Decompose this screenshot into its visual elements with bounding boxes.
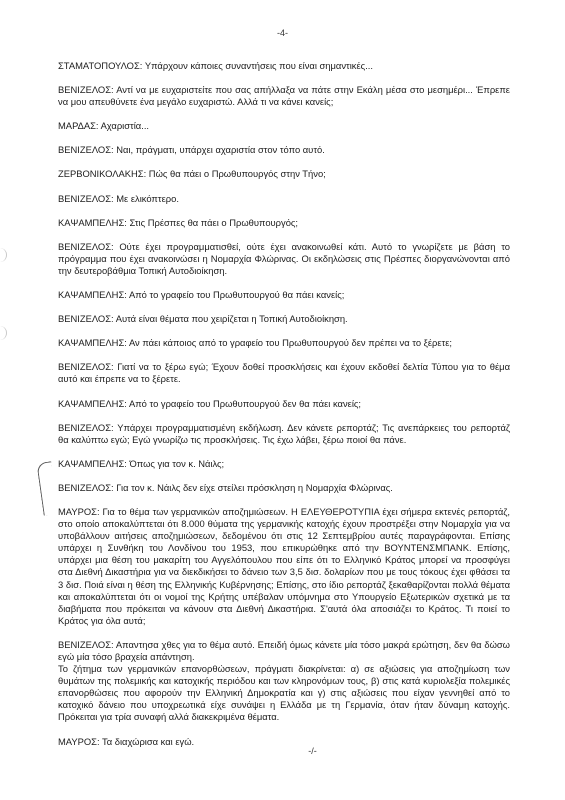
statement-text: Αχαριστία... [100, 120, 150, 132]
margin-mark [0, 248, 7, 262]
transcript-paragraph [58, 241, 510, 277]
speaker-name: ΖΕΡΒΟΝΙΚΟΛΑΚΗΣ: [58, 168, 147, 180]
transcript-paragraph [58, 193, 510, 205]
speaker-name: ΒΕΝΙΖΕΛΟΣ: [58, 638, 114, 650]
transcript-paragraph [58, 482, 510, 494]
transcript-body [58, 60, 510, 760]
transcript-paragraph [58, 422, 510, 446]
statement-text: Από το γραφείο του Πρωθυπουργού θα πάει κανείς; [128, 289, 345, 301]
speaker-name: ΚΑΨΑΜΠΕΛΗΣ: [58, 457, 127, 469]
statement-text: Ναι, πράγματι, υπάρχει αχαριστία στον τόπο αυτό. [116, 144, 325, 156]
speaker-name: ΚΑΨΑΜΠΕΛΗΣ: [58, 337, 127, 349]
transcript-paragraph [58, 84, 510, 108]
speaker-name: ΒΕΝΙΖΕΛΟΣ: [58, 192, 114, 204]
transcript-paragraph [58, 60, 510, 72]
statement-text: Με ελικόπτερο. [116, 192, 179, 204]
transcript-paragraph [58, 639, 510, 724]
statement-text: Ούτε έχει προγραμματισθεί, ούτε έχει ανακοινωθεί κάτι. Αυτό το γνωρίζετε με βάση το πρόγραμμα που έχει ανακοινώσει η Νομαρχία Φλώρινας. Οι εκδηλώσεις στις Πρέσπες διοργανώνονται από την δευτεροβάθμια Τοπική Αυτοδιοίκηση. [58, 240, 510, 276]
statement-text: Όπως για τον κ. Νάιλς; [129, 457, 225, 469]
speaker-name: ΜΑΥΡΟΣ: [58, 505, 100, 517]
statement-text: Υπάρχουν κάποιες συναντήσεις που είναι σημαντικές... [144, 60, 374, 71]
statement-text: Απαντησα χθες για το θέμα αυτό. Επειδή όμως κάνετε μία τόσο μακρά ερώτηση, δεν θα δώσω εγώ μία τόσο βραχεία απάντηση. [58, 638, 510, 662]
transcript-paragraph [58, 337, 510, 349]
statement-text: Τα διαχώρισα και εγώ. [102, 735, 195, 747]
statement-text: Αυτά είναι θέματα που χειρίζεται η Τοπική Αυτοδιοίκηση. [115, 313, 348, 325]
transcript-paragraph [58, 289, 510, 301]
speaker-name: ΒΕΝΙΖΕΛΟΣ: [58, 421, 114, 433]
page-number: -4- [277, 28, 288, 38]
statement-text: Στις Πρέσπες θα πάει ο Πρωθυπουργός; [129, 216, 299, 228]
speaker-name: ΜΑΡΔΑΣ: [58, 120, 99, 132]
transcript-paragraph [58, 506, 510, 627]
speaker-name: ΚΑΨΑΜΠΕΛΗΣ: [58, 289, 127, 301]
transcript-paragraph [58, 144, 510, 156]
statement-text: Για τον κ. Νάιλς δεν είχε στείλει πρόσκληση η Νομαρχία Φλώρινας. [116, 481, 393, 493]
speaker-name: ΒΕΝΙΖΕΛΟΣ: [58, 240, 114, 252]
transcript-paragraph [58, 398, 510, 410]
speaker-name: ΣΤΑΜΑΤΟΠΟΥΛΟΣ: [58, 60, 143, 71]
page-footer: -/- [308, 746, 317, 756]
transcript-paragraph [58, 120, 510, 132]
speaker-name: ΚΑΨΑΜΠΕΛΗΣ: [58, 216, 127, 228]
handwritten-bracket-mark [36, 461, 58, 516]
statement-text: Υπάρχει προγραμματισμένη εκδήλωση. Δεν κάνετε ρεπορτάζ; Τις ανεπάρκειες του ρεπορτάζ θα καλύπτω εγώ; Εγώ γνωρίζω τις προσκλήσεις. Τις έχω λάβει, ξέρω ποιοί θα πάνε. [58, 421, 511, 445]
statement-continuation: Το ζήτημα των γερμανικών επανορθώσεων, πράγματι διακρίνεται: α) σε αξιώσεις για αποζημίωση των θυμάτων της πολεμικής και κατοχικής περιόδου και των κληρονόμων τους, β) στις κατά κυριολεξία πολεμικές επανορθώσεις που αφορούν την Ελληνική Δημοκρατία και γ) στις αξιώσεις που είχαν γεννηθεί από το κατοχικό δάνειο που υποχρεωτικά είχε συνάψει η Ελλάδα με τη Γερμανία, όταν ήταν δύναμη κατοχής. Πρόκειται για τρία συναφή αλλά διακεκριμένα θέματα. [58, 663, 510, 723]
statement-text: Αντί να με ευχαριστείτε που σας απήλλαξα να πάτε στην Εκάλη μέσα στο μεσημέρι... Έπρεπε να μου απευθύνετε ένα μεγάλο ευχαριστώ. Αλλά τι να κάνει κανείς; [58, 84, 510, 108]
transcript-paragraph [58, 168, 510, 180]
statement-text: Αν πάει κάποιος από το γραφείο του Πρωθυπουργού δεν πρέπει να το ξέρετε; [128, 337, 453, 349]
margin-mark [0, 326, 7, 340]
speaker-name: ΒΕΝΙΖΕΛΟΣ: [58, 361, 114, 373]
speaker-name: ΒΕΝΙΖΕΛΟΣ: [58, 481, 114, 493]
transcript-paragraph [58, 458, 510, 470]
transcript-paragraph [58, 313, 510, 325]
statement-text: Πώς θα πάει ο Πρωθυπουργός στην Τήνο; [148, 168, 326, 180]
statement-text: Γιατί να το ξέρω εγώ; Έχουν δοθεί προσκλήσεις και έχουν εκδοθεί δελτία Τύπου για το θέμα αυτό και έπρεπε να το ξέρετε. [58, 361, 511, 385]
transcript-paragraph [58, 361, 510, 385]
statement-text: Από το γραφείο του Πρωθυπουργού δεν θα πάει κανείς; [128, 397, 362, 409]
speaker-name: ΒΕΝΙΖΕΛΟΣ: [58, 313, 114, 325]
speaker-name: ΒΕΝΙΖΕΛΟΣ: [58, 84, 114, 96]
statement-text: Για το θέμα των γερμανικών αποζημιώσεων. Η ΕΛΕΥΘΕΡΟΤΥΠΙΑ έχει σήμερα εκτενές ρεπορτάζ, στο οποίο αποκαλύπτεται ότι 8.000 θύματα της γερμανικής κατοχής έχουν προστρέξει στην Νομαρχία για να υποβάλλουν αιτήσεις αποζημιώσεων, δεδομένου ότι στις 12 Σεπτεμβρίου αυτές παραγράφονται. Επίσης υπάρχει η Συνθήκη του Λονδίνου του 1953, που επικυρώθηκε από την ΒΟΥΝΤΕΝΣΜΠΑΝΚ. Επίσης, υπάρχει μια θέση του μακαρίτη του Αγγελόπουλου που είπε ότι το Ελληνικό Κράτος μπορεί να προσφύγει στα Διεθνή Δικαστήρια για να διεκδικήσει το δάνειο των 3,5 δισ. δολαρίων που με τους τόκους έχει φθάσει τα 3 δισ. Ποιά είναι η θέση της Ελληνικής Κυβέρνησης; Επίσης, στο ίδιο ρεπορτάζ ξεκαθαρίζονται πολλά θέματα και αποκαλύπτεται ότι οι νομοί της Κρήτης υπέβαλαν υπόμνημα στο Υπουργείο Εξωτερικών σχετικά με τα διαβήματα που πρόκειται να κάνουν στα Διεθνή Δικαστήρια. Σ'αυτά όλα αποσιάζει το Κράτος. Τι ποιεί το Κράτος για όλα αυτά; [58, 505, 510, 626]
speaker-name: ΜΑΥΡΟΣ: [58, 735, 100, 747]
speaker-name: ΚΑΨΑΜΠΕΛΗΣ: [58, 397, 127, 409]
speaker-name: ΒΕΝΙΖΕΛΟΣ: [58, 144, 114, 156]
transcript-paragraph [58, 217, 510, 229]
